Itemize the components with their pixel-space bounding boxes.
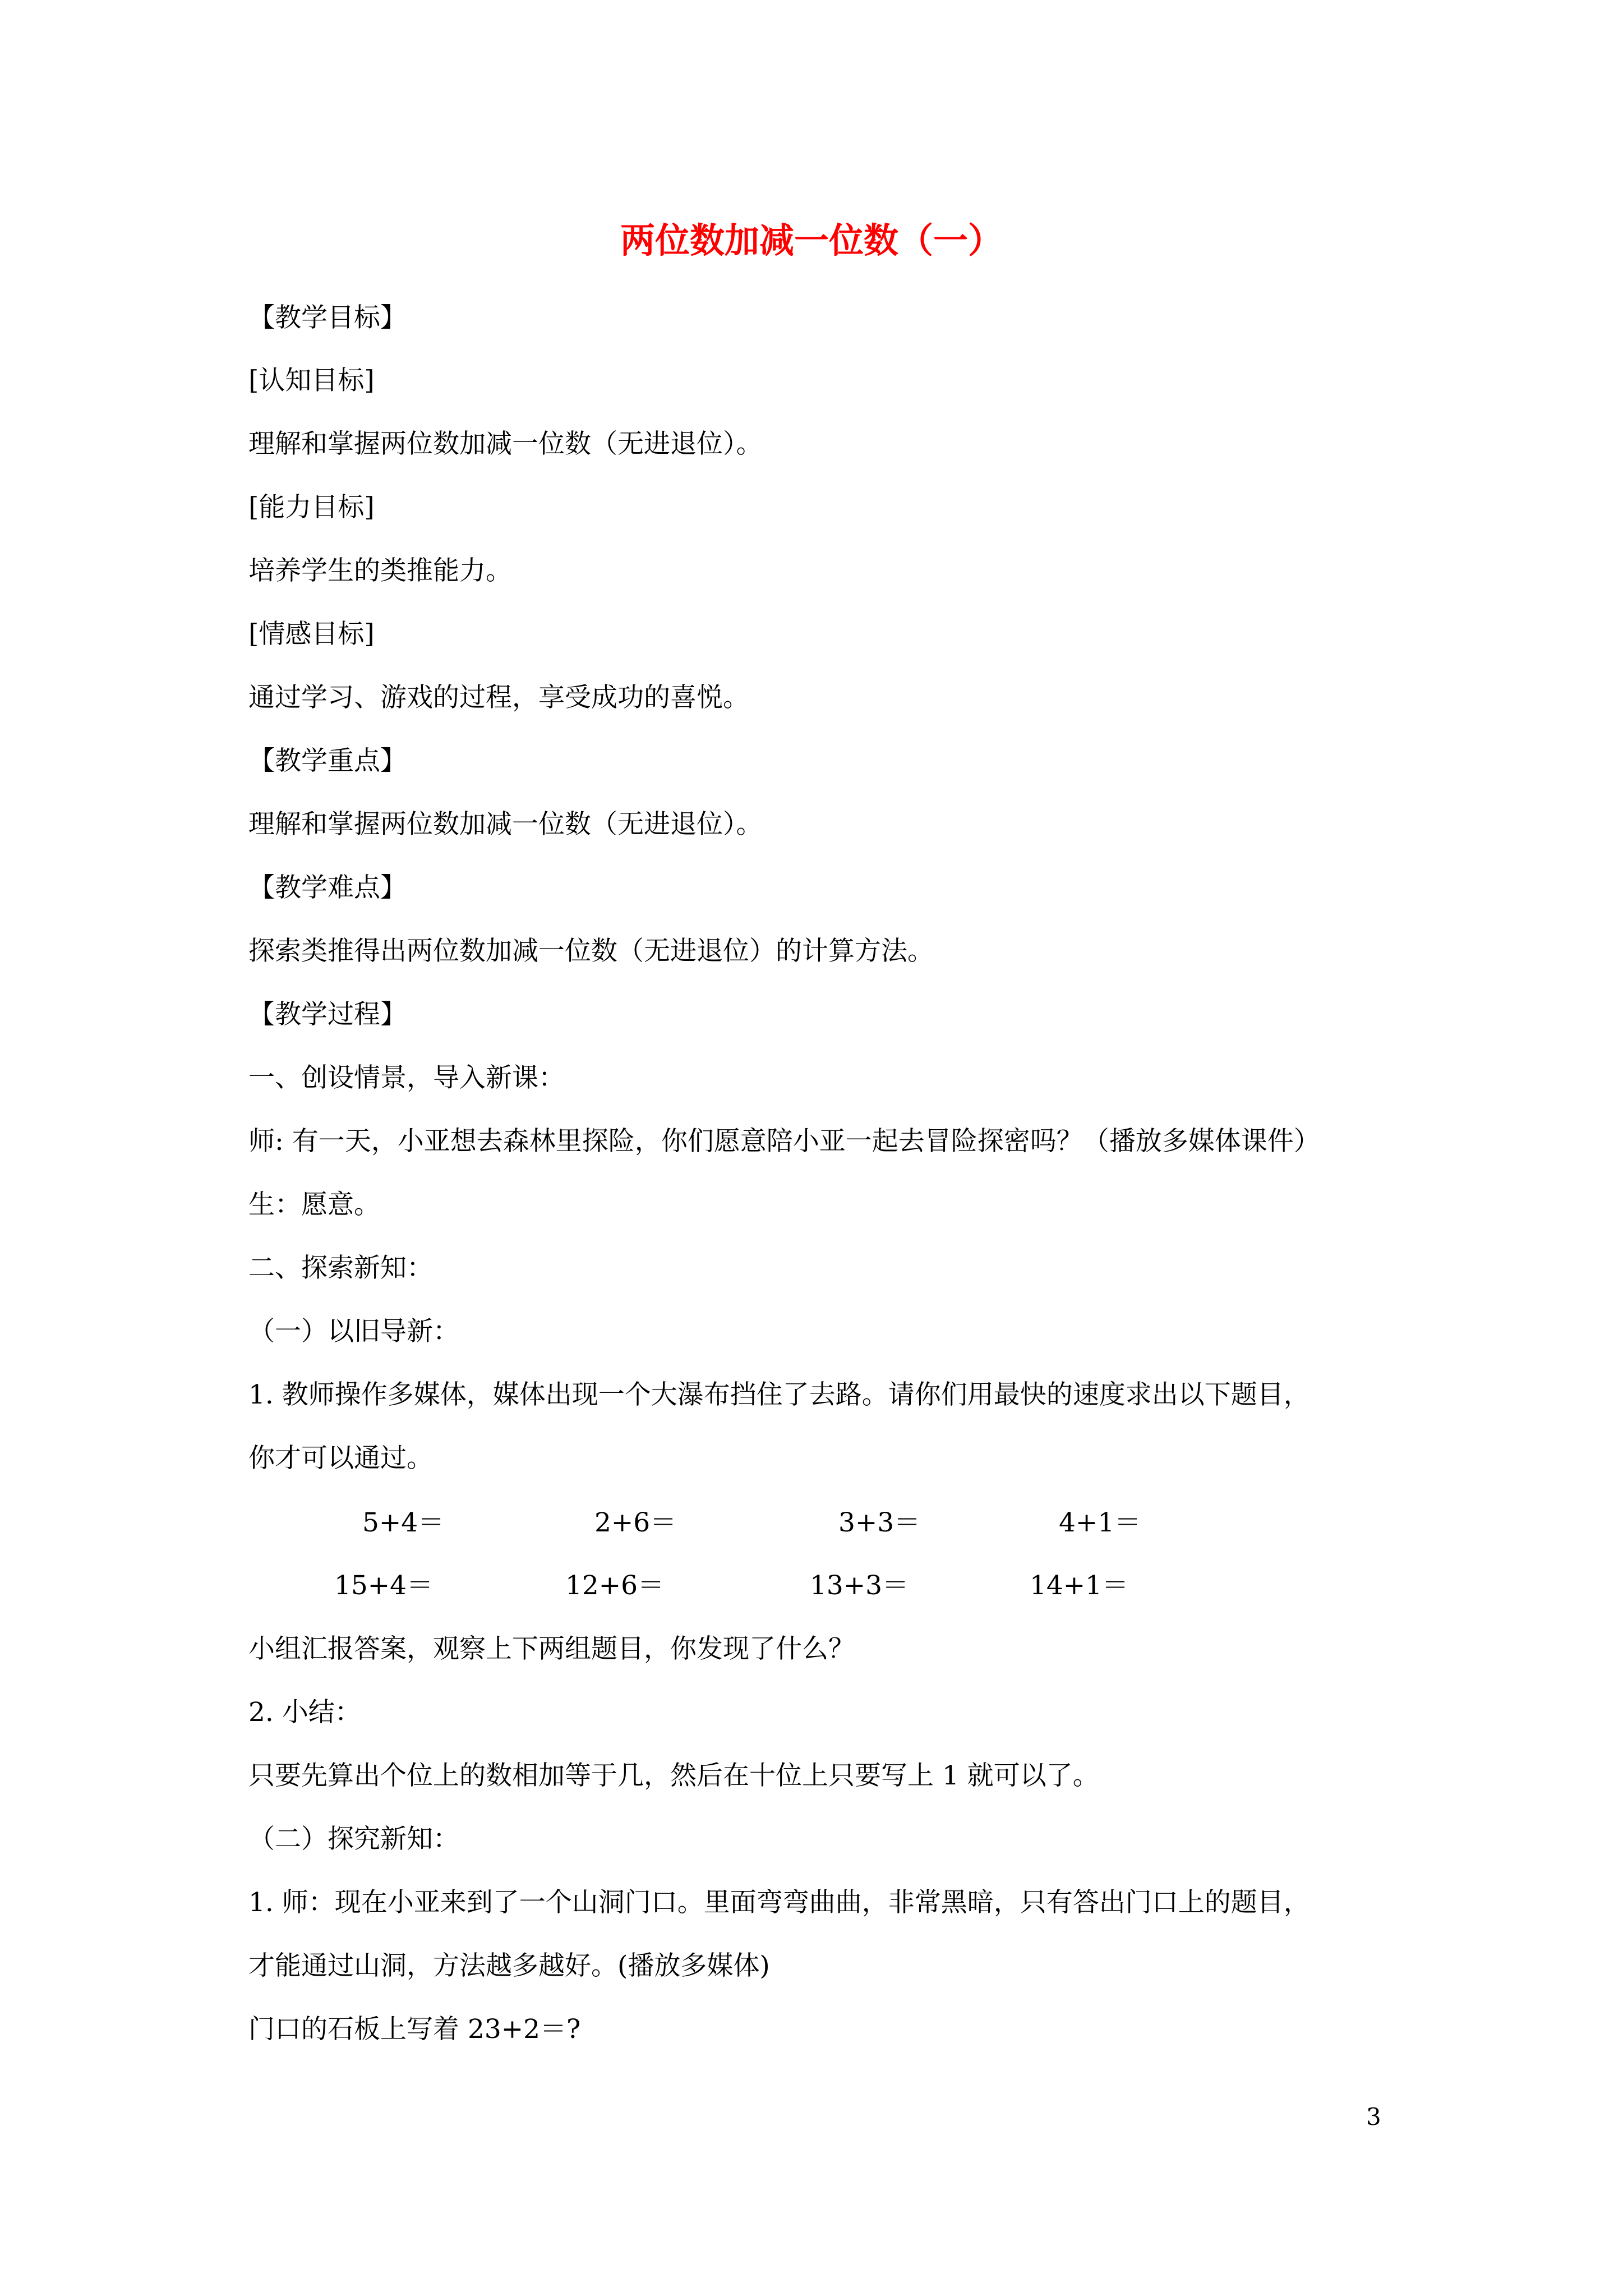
equation: 2+6＝ [594, 1507, 677, 1538]
equation: 13+3＝ [810, 1570, 909, 1601]
equation: 12+6＝ [565, 1570, 665, 1601]
paragraph-text: 才能通过山洞，方法越多越好。(播放多媒体) [248, 1950, 770, 1981]
subsection-heading: （二）探究新知： [248, 1824, 459, 1855]
page-number: 3 [1366, 2103, 1381, 2131]
subheading-emotion-goal: [情感目标] [248, 619, 375, 650]
heading-teaching-goals: 【教学目标】 [248, 302, 407, 333]
paragraph-text: 只要先算出个位上的数相加等于几，然后在十位上只要写上 1 就可以了。 [248, 1760, 1099, 1791]
subheading-cognitive-goal: [认知目标] [248, 365, 375, 396]
heading-teaching-process: 【教学过程】 [248, 999, 407, 1030]
paragraph-text: 门口的石板上写着 23+2＝? [248, 2014, 581, 2045]
paragraph-text: 小组汇报答案，观察上下两组题目，你发现了什么？ [248, 1634, 855, 1664]
section-heading: 二、探索新知： [248, 1253, 433, 1283]
paragraph-text: 1. 师：现在小亚来到了一个山洞门口。里面弯弯曲曲，非常黑暗，只有答出门口上的题目， [248, 1887, 1310, 1918]
paragraph-text: 培养学生的类推能力。 [248, 555, 512, 586]
paragraph-text: 1. 教师操作多媒体，媒体出现一个大瀑布挡住了去路。请你们用最快的速度求出以下题目， [248, 1379, 1310, 1410]
paragraph-text: 师: 有一天，小亚想去森林里探险，你们愿意陪小亚一起去冒险探密吗？（播放多媒体课件） [248, 1126, 1320, 1157]
heading-teaching-difficulty: 【教学难点】 [248, 872, 407, 903]
paragraph-text: 你才可以通过。 [248, 1443, 433, 1474]
equation: 14+1＝ [1030, 1570, 1129, 1601]
paragraph-text: 探索类推得出两位数加减一位数（无进退位）的计算方法。 [248, 936, 934, 967]
paragraph-text: 理解和掌握两位数加减一位数（无进退位）。 [248, 429, 763, 459]
heading-teaching-focus: 【教学重点】 [248, 746, 407, 776]
subheading-ability-goal: [能力目标] [248, 492, 375, 523]
paragraph-text: 理解和掌握两位数加减一位数（无进退位）。 [248, 809, 763, 840]
paragraph-text: 通过学习、游戏的过程，享受成功的喜悦。 [248, 682, 749, 713]
equation: 15+4＝ [334, 1570, 434, 1601]
section-heading: 一、创设情景，导入新课： [248, 1062, 565, 1093]
equation: 5+4＝ [362, 1507, 445, 1538]
subsection-heading: （一）以旧导新： [248, 1316, 459, 1347]
paragraph-text: 生：愿意。 [248, 1189, 380, 1220]
document-title: 两位数加减一位数（一） [620, 220, 1003, 261]
paragraph-text: 2. 小结： [248, 1697, 361, 1728]
equation: 4+1＝ [1059, 1507, 1141, 1538]
equation: 3+3＝ [838, 1507, 921, 1538]
